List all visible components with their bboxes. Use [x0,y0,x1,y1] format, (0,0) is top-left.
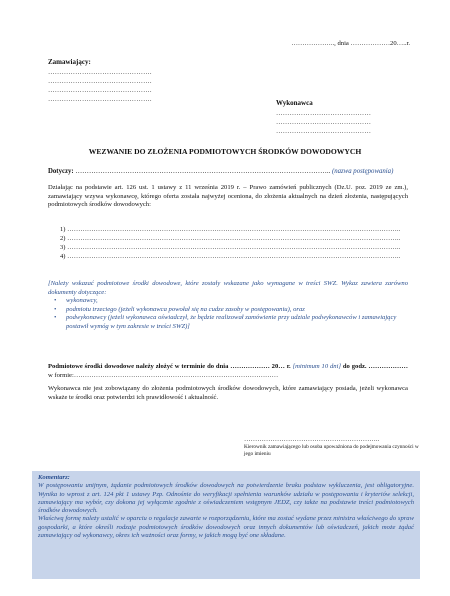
document-title: WEZWANIE DO ZŁOŻENIA PODMIOTOWYCH ŚRODKÓW DOWODOWYCH [88,147,362,156]
comment-paragraph: Właściwą formę należy ustalić w oparciu o regulacje zawarte w rozporządzeniu, które ma zostać wydane przez ministra właściwego do spraw gospodarki, a które określi rodzaje podmiotowych środków dowodowych oraz innych dokumentów lub oświadczeń, jakich może żądać zamawiający od wykonawcy, okres ich ważności oraz formy, w jakich mogą być one składane. [38,515,414,540]
zamawiajacy-label: Zamawiający: [48,58,91,66]
signature-caption: Kierownik zamawiającego lub osoba upoważniona do podejmowania czynności w jego imieniu [244,444,419,457]
zamawiajacy-line: ………………………………………. [48,69,152,76]
dotyczy-row [48,168,393,175]
numbered-item: 3) …………………………………………………………………………………………………………………………………….. [60,244,401,251]
deadline-form: w formie:………………………………………………………………………………… [48,371,279,379]
comment-label: Komentarz: [38,474,70,481]
note-bullet: • wykonawcy, [48,297,408,306]
dotyczy-value: ………………………………………………………………………………………………….. [75,168,331,175]
wykonawca-line: …………………………………… [276,128,372,135]
wykonawca-label: Wykonawca [276,99,313,107]
comment-box [32,471,420,579]
signature-line: …………………………………………………….. [244,436,380,443]
deadline-paragraph [48,363,408,380]
comment-paragraph: W postępowaniu unijnym, żądanie podmiotowych środków dowodowych na potwierdzenie braku podstaw wykluczenia, jest obligatoryjne. Wynika to wprost z art. 124 pkt 1 ustawy Pzp. Odnośnie do weryfikacji spełnienia warunków udziału w postępowaniu i kryteriów selekcji, zamawiający ma wybór, czy dokona jej wyłącznie zgodnie z oświadczeniem wstępnym JEDZ, czy także na podstawie treści podmiotowych środków dowodowych. [38,482,414,515]
note-bullet: • podwykonawcy (jeżeli wykonawca oświadczył, że będzie realizował zamówienie przy udziale podwykonawców i zamawiający postawił wymóg w tym zakresie w treści SWZ)] [48,314,408,331]
note-bullet: • podmiotu trzeciego (jeżeli wykonawca powołał się na cudze zasoby w postępowaniu), oraz [48,306,408,315]
numbered-item: 2) …………………………………………………………………………………………………………………………………….. [60,235,401,242]
zamawiajacy-line: ………………………………………. [48,96,152,103]
deadline-hint: [minimum 10 dni] [292,363,342,370]
zamawiajacy-line: ………………………………………. [48,78,152,85]
wykonawca-paragraph: Wykonawca nie jest zobowiązany do złożenia podmiotowych środków dowodowych, które zamawiający posiada, jeżeli wykonawca wskaże te środki oraz potwierdzi ich prawidłowość i aktualność. [48,385,408,401]
note-bullets [48,297,408,331]
intro-paragraph: Działając na podstawie art. 126 ust. 1 ustawy z 11 września 2019 r. – Prawo zamówień publicznych (Dz.U. poz. 2019 ze zm.), zamawiający wzywa wykonawcę, którego oferta została najwyżej oceniona, do złożenia aktualnych na dzień złożenia, następujących podmiotowych środków dowodowych: [48,184,408,209]
numbered-item: 1) …………………………………………………………………………………………………………………………………….. [60,226,401,233]
instruction-note [48,280,408,332]
dotyczy-label: Dotyczy: [48,168,74,175]
numbered-item: 4) …………………………………………………………………………………………………………………………………….. [60,253,401,260]
zamawiajacy-line: ………………………………………. [48,87,152,94]
wykonawca-line: …………………………………… [276,119,372,126]
note-text: [Należy wskazać podmiotowe środki dowodowe, które zostały wskazane jako wymagane w treści SWZ. Wykaz zawiera zarówno dokumenty dotyczące: [48,280,408,296]
deadline-hour: do godz. ……………… [342,363,408,370]
deadline-text: Podmiotowe środki dowodowe należy złożyć w terminie do dnia ……………… 20… r. [48,363,291,370]
dotyczy-hint: (nazwa postępowania) [331,168,394,175]
numbered-list [60,226,410,262]
place-date-line: ……………….., dnia ………………20…..r. [291,40,410,47]
wykonawca-line: …………………………………… [276,110,372,117]
